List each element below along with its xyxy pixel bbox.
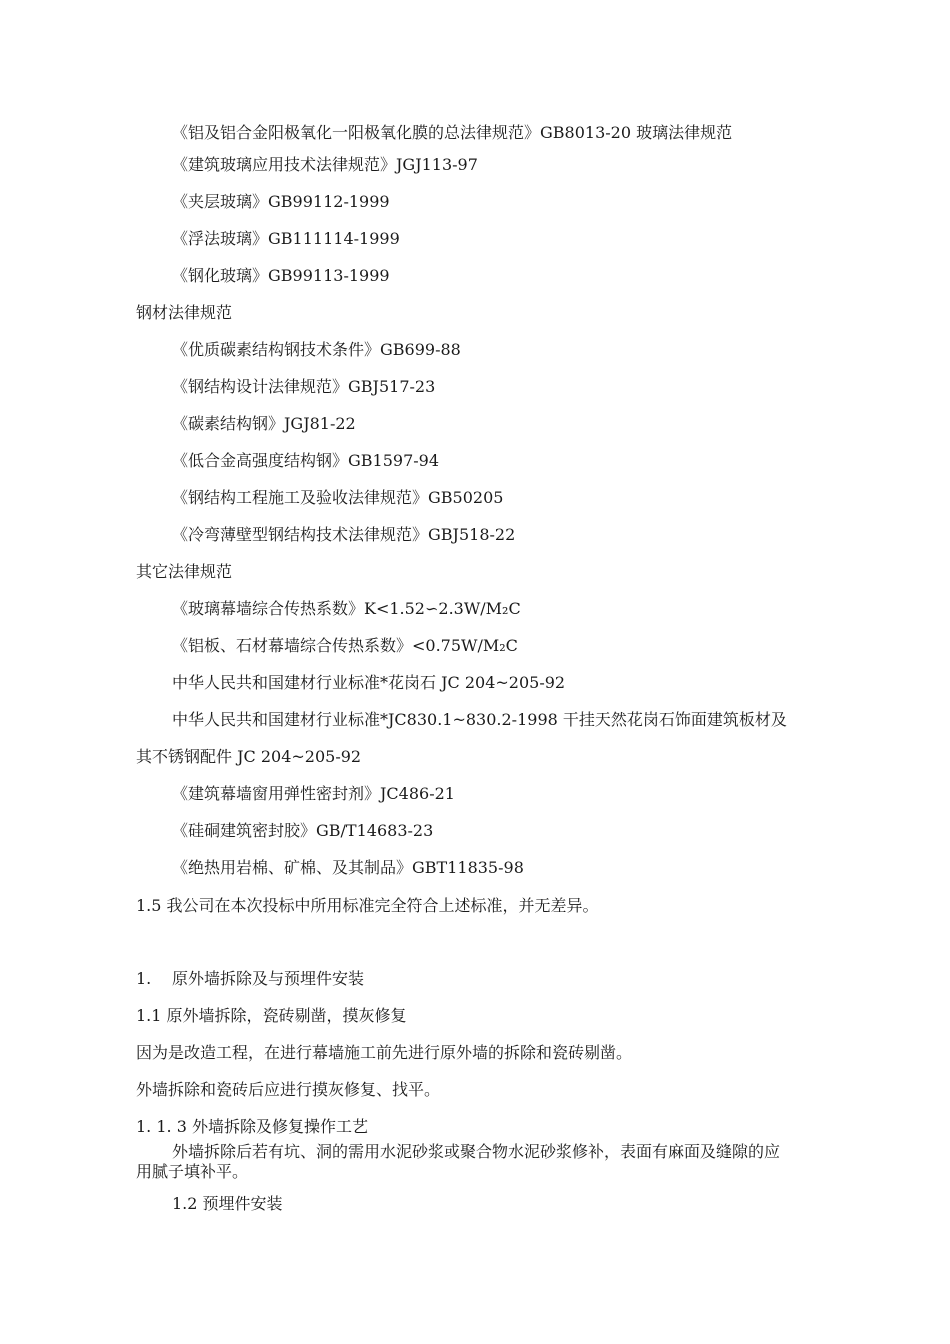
other-standard-item: 《玻璃幕墙综合传热系数》K<1.52∽2.3W/M₂C <box>172 599 521 618</box>
other-standard-item: 《铝板、石材幕墙综合传热系数》<0.75W/M₂C <box>172 636 518 655</box>
glass-standard-item: 《钢化玻璃》GB99113-1999 <box>172 266 390 285</box>
steel-standard-item: 《钢结构设计法律规范》GBJ517-23 <box>172 377 436 396</box>
steel-standard-item: 《低合金高强度结构钢》GB1597-94 <box>172 451 440 470</box>
other-standard-long-line: 中华人民共和国建材行业标准*JC830.1~830.2-1998 干挂天然花岗石饰面建筑板材及 <box>172 710 787 729</box>
paragraph-line: 用腻子填补平。 <box>136 1162 249 1181</box>
glass-standard-item: 《浮法玻璃》GB111114-1999 <box>172 229 400 248</box>
other-standard-item: 《建筑幕墙窗用弹性密封剂》JC486-21 <box>172 784 455 803</box>
paragraph-line: 外墙拆除后若有坑、洞的需用水泥砂浆或聚合物水泥砂浆修补，表面有麻面及缝隙的应 <box>172 1142 781 1161</box>
steel-standard-item: 《钢结构工程施工及验收法律规范》GB50205 <box>172 488 504 507</box>
section-heading <box>136 969 364 989</box>
glass-standard-item: 《夹层玻璃》GB99112-1999 <box>172 192 390 211</box>
section-number: 1. <box>136 969 152 988</box>
glass-standard-item: 《建筑玻璃应用技术法律规范》JGJ113-97 <box>172 155 478 174</box>
steel-heading: 钢材法律规范 <box>136 303 233 322</box>
other-heading: 其它法律规范 <box>136 562 233 581</box>
subsection-heading: 1. 1. 3 外墙拆除及修复操作工艺 <box>136 1117 368 1136</box>
other-standard-item: 《硅硐建筑密封胶》GB/T14683-23 <box>172 821 434 840</box>
steel-standard-item: 《碳素结构钢》JGJ81-22 <box>172 414 356 433</box>
paragraph: 因为是改造工程，在进行幕墙施工前先进行原外墙的拆除和瓷砖剔凿。 <box>136 1043 633 1062</box>
section-title: 原外墙拆除及与预埋件安装 <box>172 969 365 988</box>
other-standard-item: 中华人民共和国建材行业标准*花岗石 JC 204~205-92 <box>172 673 566 692</box>
steel-standard-item: 《优质碳素结构钢技术条件》GB699-88 <box>172 340 461 359</box>
subsection-heading: 1.1 原外墙拆除，瓷砖剔凿，摸灰修复 <box>136 1006 407 1025</box>
subsection-heading: 1.2 预埋件安装 <box>172 1194 283 1213</box>
steel-standard-item: 《冷弯薄壁型钢结构技术法律规范》GBJ518-22 <box>172 525 516 544</box>
other-standard-item: 《绝热用岩棉、矿棉、及其制品》GBT11835-98 <box>172 858 524 877</box>
conformity-statement: 1.5 我公司在本次投标中所用标准完全符合上述标准，并无差异。 <box>136 896 599 915</box>
other-standard-long-line-cont: 其不锈钢配件 JC 204~205-92 <box>136 747 362 766</box>
glass-standard-item: 《铝及铝合金阳极氧化一阳极氧化膜的总法律规范》GB8013-20 玻璃法律规范 <box>172 123 733 142</box>
paragraph: 外墙拆除和瓷砖后应进行摸灰修复、找平。 <box>136 1080 441 1099</box>
